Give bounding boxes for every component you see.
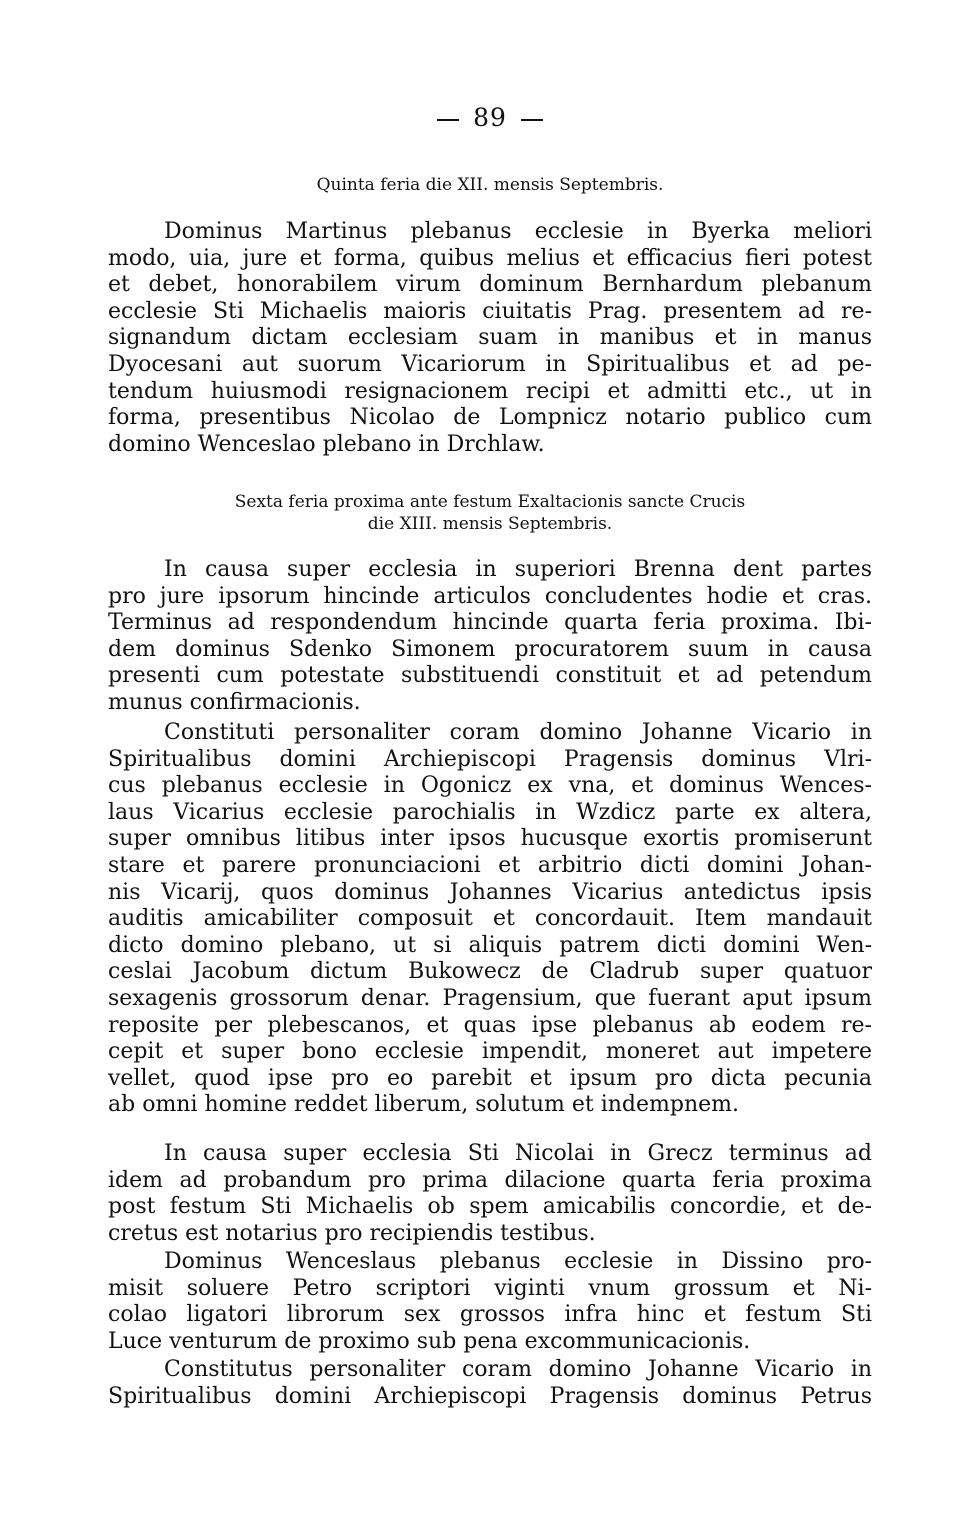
section-heading-1 bbox=[108, 174, 872, 196]
text-line: Dominus Martinus plebanus ecclesie in Byerka meliori bbox=[164, 219, 872, 244]
text-line: Constituti personaliter coram domino Johanne Vicario in bbox=[164, 720, 872, 745]
text-line: laus Vicarius ecclesie parochialis in Wzdicz parte ex altera, bbox=[108, 799, 872, 825]
heading-line: Quinta feria die XII. mensis Septembris. bbox=[316, 175, 664, 195]
text-line: vellet, quod ipse pro eo parebit et ipsum pro dicta pecunia bbox=[108, 1065, 872, 1091]
dash-left bbox=[437, 119, 459, 121]
text-line: Spiritualibus domini Archiepiscopi Pragensis dominus Petrus bbox=[108, 1383, 872, 1409]
text-line: signandum dictam ecclesiam suam in manibus et in manus bbox=[108, 325, 872, 351]
text-line: nis Vicarij, quos dominus Johannes Vicarius antedictus ipsis bbox=[108, 879, 872, 905]
paragraph-brenna bbox=[108, 557, 872, 717]
text-line: cus plebanus ecclesie in Ogonicz ex vna, et dominus Wences- bbox=[108, 773, 872, 799]
paragraph-ogonicz bbox=[108, 720, 872, 1119]
text-line: Luce venturum de proximo sub pena excommunicacionis. bbox=[108, 1328, 751, 1354]
text-line: dem dominus Sdenko Simonem procuratorem suum in causa bbox=[108, 636, 872, 662]
text-line: cepit et super bono ecclesie impendit, moneret aut impetere bbox=[108, 1039, 872, 1065]
text-line: ab omni homine reddet liberum, solutum et indempnem. bbox=[108, 1092, 740, 1118]
text-line: idem ad probandum pro prima dilacione quarta feria proxima bbox=[108, 1167, 872, 1193]
text-line: In causa super ecclesia in superiori Brenna dent partes bbox=[164, 557, 872, 582]
text-line: Spiritualibus domini Archiepiscopi Pragensis dominus Vlri- bbox=[108, 746, 872, 772]
text-line: stare et parere pronunciacioni et arbitrio dicti domini Johan- bbox=[108, 852, 872, 878]
paragraph-dissino bbox=[108, 1249, 872, 1355]
text-line: ecclesie Sti Michaelis maioris ciuitatis Prag. presentem ad re- bbox=[108, 298, 872, 324]
text-line: ceslai Jacobum dictum Bukowecz de Cladrub super quatuor bbox=[108, 959, 872, 985]
paragraph-martinus bbox=[108, 219, 872, 458]
heading-line: die XIII. mensis Septembris. bbox=[367, 514, 613, 534]
text-line: colao ligatori librorum sex grossos infra hinc et festum Sti bbox=[108, 1302, 872, 1328]
text-line: post festum Sti Michaelis ob spem amicabilis concordie, et de- bbox=[108, 1194, 872, 1220]
text-line: misit soluere Petro scriptori viginti vnum grossum et Ni- bbox=[108, 1275, 872, 1301]
text-line: presenti cum potestate substituendi constituit et ad petendum bbox=[108, 663, 872, 689]
text-line: In causa super ecclesia Sti Nicolai in Grecz terminus ad bbox=[164, 1141, 872, 1166]
text-line: super omnibus litibus inter ipsos hucusque exortis promiserunt bbox=[108, 826, 872, 852]
text-line: tendum huiusmodi resignacionem recipi et admitti etc., ut in bbox=[108, 378, 872, 404]
text-line: Dominus Wenceslaus plebanus ecclesie in Dissino pro- bbox=[164, 1249, 872, 1274]
text-line: Constitutus personaliter coram domino Johanne Vicario in bbox=[164, 1357, 872, 1382]
text-line: cretus est notarius pro recipiendis testibus. bbox=[108, 1220, 596, 1246]
page-number bbox=[108, 103, 872, 132]
text-line: auditis amicabiliter composuit et concordauit. Item mandauit bbox=[108, 906, 872, 932]
dash-right bbox=[521, 119, 543, 121]
text-line: munus confirmacionis. bbox=[108, 689, 361, 715]
text-line: dicto domino plebano, ut si aliquis patrem dicti domini Wen- bbox=[108, 932, 872, 958]
text-line: domino Wenceslao plebano in Drchlaw. bbox=[108, 431, 545, 457]
text-line: Dyocesani aut suorum Vicariorum in Spiritualibus et ad pe- bbox=[108, 351, 872, 377]
text-line: reposite per plebescanos, et quas ipse plebanus ab eodem re- bbox=[108, 1012, 872, 1038]
text-line: pro jure ipsorum hincinde articulos concludentes hodie et cras. bbox=[108, 583, 872, 609]
text-line: sexagenis grossorum denar. Pragensium, que fuerant aput ipsum bbox=[108, 985, 872, 1011]
text-line: et debet, honorabilem virum dominum Bernhardum plebanum bbox=[108, 272, 872, 298]
section-heading-2 bbox=[108, 491, 872, 535]
page-number-value: 89 bbox=[473, 103, 507, 132]
paragraph-petrus bbox=[108, 1357, 872, 1410]
heading-line: Sexta feria proxima ante festum Exaltacionis sancte Crucis bbox=[234, 492, 746, 512]
paragraph-grecz bbox=[108, 1141, 872, 1247]
text-line: modo, uia, jure et forma, quibus melius et efficacius fieri potest bbox=[108, 245, 872, 271]
text-line: forma, presentibus Nicolao de Lompnicz notario publico cum bbox=[108, 405, 872, 431]
text-line: Terminus ad respondendum hincinde quarta feria proxima. Ibi- bbox=[108, 610, 872, 636]
